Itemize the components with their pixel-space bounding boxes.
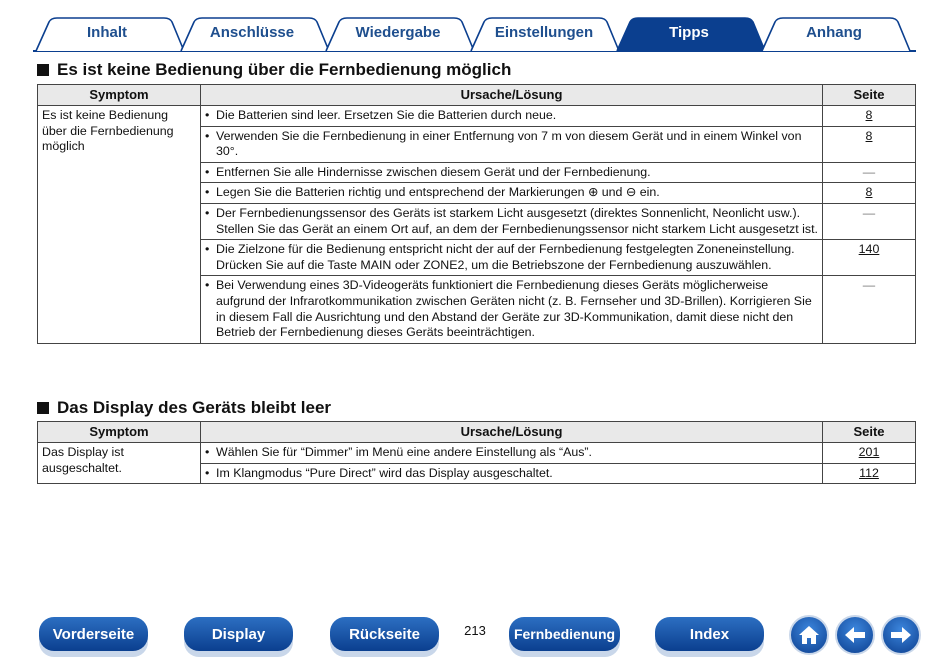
cause-cell: • Bei Verwendung eines 3D-Videogeräts funktioniert die Fernbedienung dieses Geräts möglicherweise aufgrund der Infrarotkommunikation zwischen Geräten nicht (z. B. Fernseher und 3D-Brillen). Korrigieren Sie in diesem Fall die Ausrichtung und den Abstand der Geräte zur 3D-Kommunikation, damit diese nicht den Betrieb der Fernbedienung dieses Geräts beeinträchtigen. bbox=[201, 276, 823, 343]
table-row bbox=[38, 106, 916, 127]
tab-bar bbox=[0, 0, 950, 54]
page-cell bbox=[823, 443, 916, 464]
nav-fernbedienung-button[interactable]: Fernbedienung bbox=[509, 617, 620, 651]
cause-text: Im Klangmodus “Pure Direct” wird das Display ausgeschaltet. bbox=[216, 465, 553, 480]
cause-text: Der Fernbedienungssensor des Geräts ist starkem Licht ausgesetzt (direktes Sonnenlicht, Neonlicht usw.). Stellen Sie das Gerät an einem Ort auf, an dem der Fernbedienungssensor nicht starkem Licht ausgesetzt ist. bbox=[216, 205, 818, 236]
troubleshooting-table-display bbox=[37, 421, 916, 484]
nav-rueckseite-button[interactable]: Rückseite bbox=[330, 617, 439, 651]
page-cell bbox=[823, 463, 916, 484]
header-cause: Ursache/Lösung bbox=[201, 422, 823, 443]
page-link[interactable]: 140 bbox=[858, 242, 880, 257]
page-link[interactable]: 201 bbox=[858, 445, 880, 459]
header-page: Seite bbox=[823, 422, 916, 443]
tab-wiedergabe[interactable]: Wiedergabe bbox=[355, 24, 441, 41]
section-title-text: Es ist keine Bedienung über die Fernbedienung möglich bbox=[57, 60, 512, 79]
page-link[interactable]: 8 bbox=[865, 108, 873, 122]
cause-cell: • Entfernen Sie alle Hindernisse zwischen diesem Gerät und der Fernbedienung. bbox=[201, 162, 823, 183]
cause-text: Entfernen Sie alle Hindernisse zwischen diesem Gerät und der Fernbedienung. bbox=[216, 164, 651, 179]
cause-cell: • Die Zielzone für die Bedienung entspricht nicht der auf der Fernbedienung festgelegten Zoneneinstellung. Drücken Sie auf die Taste MAIN oder ZONE2, um die Betriebszone der Fernbedienung auszuwählen. bbox=[201, 240, 823, 276]
page-link[interactable]: 8 bbox=[865, 185, 873, 200]
tab-anhang[interactable]: Anhang bbox=[806, 24, 862, 41]
section-title-text: Das Display des Geräts bleibt leer bbox=[57, 398, 332, 417]
cause-text: Bei Verwendung eines 3D-Videogeräts funktioniert die Fernbedienung dieses Geräts möglicherweise aufgrund der Infrarotkommunikation zwischen Geräten nicht (z. B. Fernseher und 3D-Brillen). Korrigieren Sie in diesem Fall die Ausrichtung und den Abstand der Geräte zur 3D-Kommunikation, damit diese nicht den Betrieb der Fernbedienung dieses Geräts beeinträchtigen. bbox=[216, 278, 812, 340]
page-dash: — bbox=[862, 205, 876, 220]
symptom-cell: Es ist keine Bedienung über die Fernbedienung möglich bbox=[38, 106, 201, 344]
page-cell bbox=[823, 183, 916, 204]
arrow-left-icon bbox=[843, 625, 867, 645]
header-symptom: Symptom bbox=[38, 422, 201, 443]
page-dash: — bbox=[862, 164, 876, 179]
cause-cell: • Verwenden Sie die Fernbedienung in einer Entfernung von 7 m von diesem Gerät und in einem Winkel von 30°. bbox=[201, 126, 823, 162]
page-cell bbox=[823, 203, 916, 239]
tab-inhalt[interactable]: Inhalt bbox=[87, 24, 127, 41]
cause-cell: • Legen Sie die Batterien richtig und entsprechend der Markierungen ⊕ und ⊖ ein. bbox=[201, 183, 823, 204]
cause-text: Legen Sie die Batterien richtig und entsprechend der Markierungen ⊕ und ⊖ ein. bbox=[216, 185, 660, 200]
tab-einstellungen[interactable]: Einstellungen bbox=[494, 24, 594, 41]
cause-cell: • Der Fernbedienungssensor des Geräts ist starkem Licht ausgesetzt (direktes Sonnenlicht, Neonlicht usw.). Stellen Sie das Gerät an einem Ort auf, an dem der Fernbedienungssensor nicht starkem Licht ausgesetzt ist. bbox=[201, 203, 823, 239]
page-cell bbox=[823, 106, 916, 127]
page-cell bbox=[823, 162, 916, 183]
nav-index-button[interactable]: Index bbox=[655, 617, 764, 651]
forward-button[interactable] bbox=[881, 615, 921, 655]
header-symptom: Symptom bbox=[38, 85, 201, 106]
home-icon bbox=[797, 624, 821, 646]
table-header-row bbox=[38, 422, 916, 443]
page-cell bbox=[823, 276, 916, 343]
troubleshooting-table-remote bbox=[37, 84, 916, 344]
back-button[interactable] bbox=[835, 615, 875, 655]
cause-text: Die Zielzone für die Bedienung entspricht nicht der auf der Fernbedienung festgelegten Zoneneinstellung. Drücken Sie auf die Taste MAIN oder ZONE2, um die Betriebszone der Fernbedienung auszuwählen. bbox=[216, 242, 795, 272]
symptom-cell: Das Display ist ausgeschaltet. bbox=[38, 443, 201, 484]
page-cell bbox=[823, 240, 916, 276]
tab-anschluesse[interactable]: Anschlüsse bbox=[209, 24, 295, 41]
tab-tipps[interactable]: Tipps bbox=[669, 24, 709, 41]
cause-text: Wählen Sie für “Dimmer” im Menü eine andere Einstellung als “Aus”. bbox=[216, 445, 592, 459]
cause-text: Verwenden Sie die Fernbedienung in einer Entfernung von 7 m von diesem Gerät und in einem Winkel von 30°. bbox=[216, 128, 802, 159]
table-header-row bbox=[38, 85, 916, 106]
header-page: Seite bbox=[823, 85, 916, 106]
section-square-icon bbox=[37, 402, 49, 414]
arrow-right-icon bbox=[889, 625, 913, 645]
cause-text: Die Batterien sind leer. Ersetzen Sie die Batterien durch neue. bbox=[216, 108, 557, 122]
nav-display-button[interactable]: Display bbox=[184, 617, 293, 651]
nav-vorderseite-button[interactable]: Vorderseite bbox=[39, 617, 148, 651]
page-link[interactable]: 112 bbox=[859, 465, 879, 480]
page-cell bbox=[823, 126, 916, 162]
header-cause: Ursache/Lösung bbox=[201, 85, 823, 106]
cause-cell: • Wählen Sie für “Dimmer” im Menü eine andere Einstellung als “Aus”. bbox=[201, 443, 823, 464]
section-title-display bbox=[37, 398, 331, 418]
page-dash: — bbox=[862, 278, 876, 293]
section-title-remote bbox=[37, 60, 511, 80]
section-square-icon bbox=[37, 64, 49, 76]
table-row bbox=[38, 443, 916, 464]
page-number: 213 bbox=[464, 623, 486, 638]
page-link[interactable]: 8 bbox=[865, 128, 873, 143]
cause-cell: • Im Klangmodus “Pure Direct” wird das Display ausgeschaltet. bbox=[201, 463, 823, 484]
home-button[interactable] bbox=[789, 615, 829, 655]
cause-cell: • Die Batterien sind leer. Ersetzen Sie die Batterien durch neue. bbox=[201, 106, 823, 127]
